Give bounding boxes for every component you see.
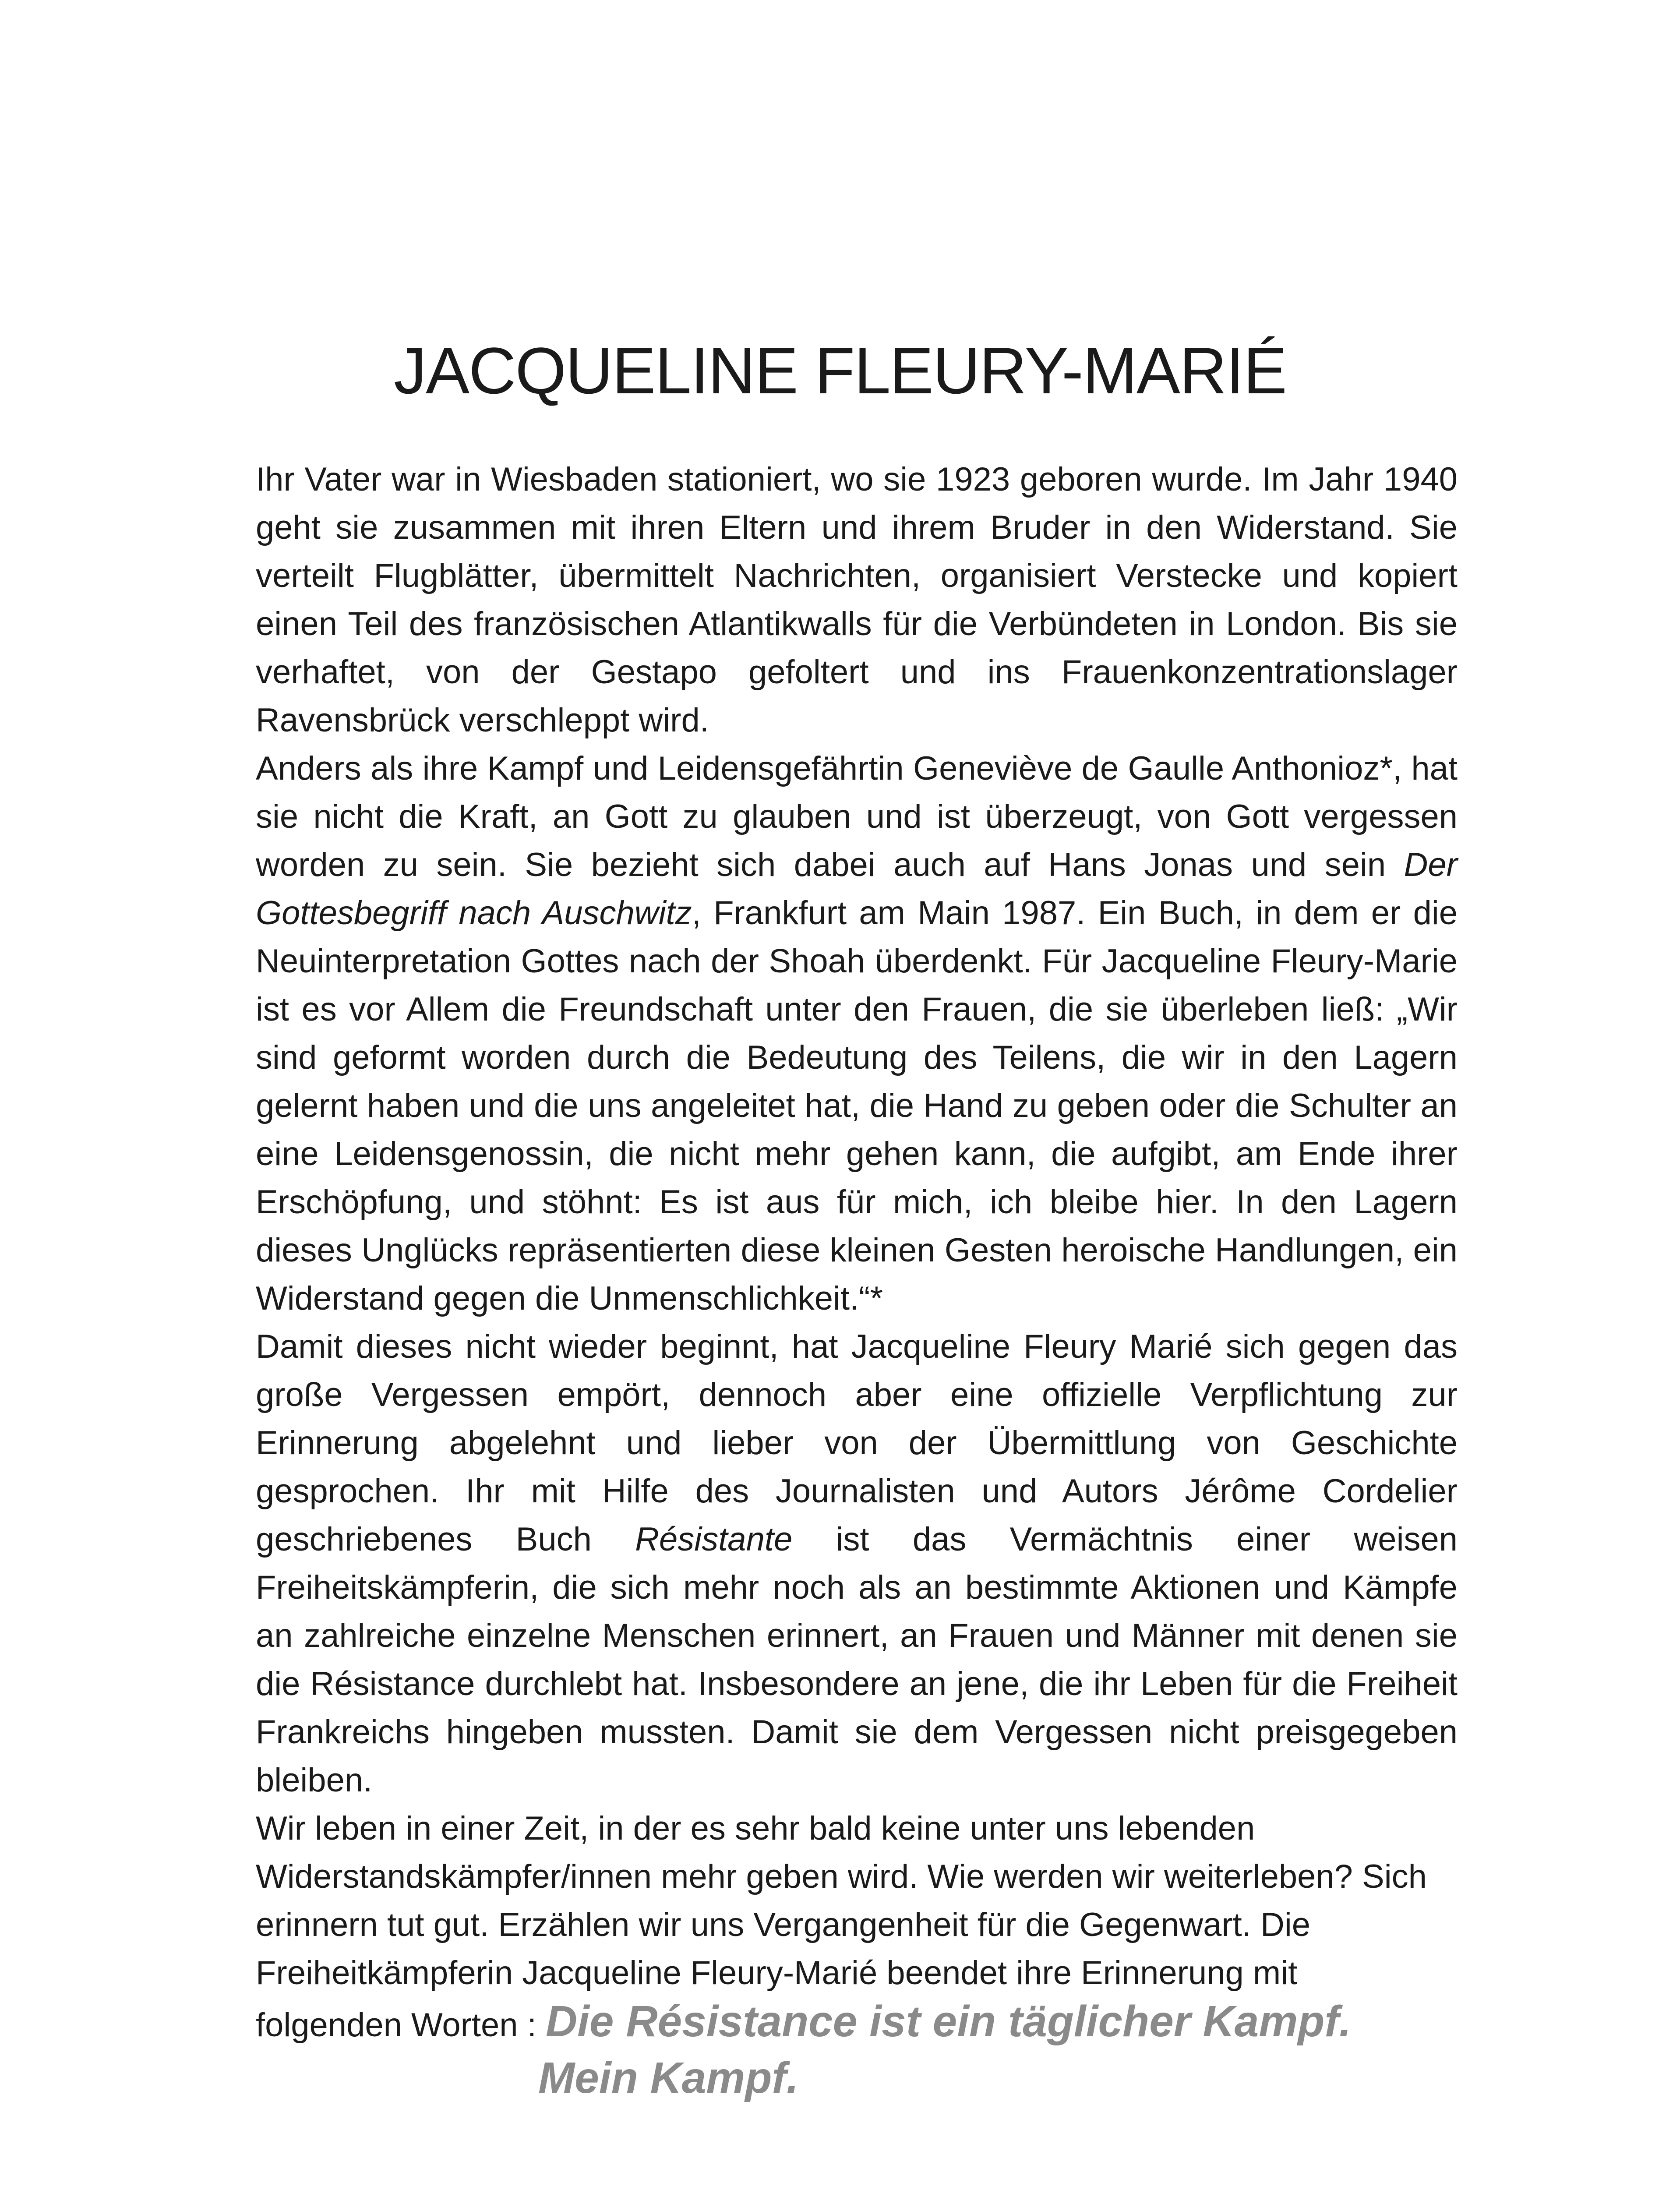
paragraph-3-text-b: ist das Vermächtnis einer weisen Freiheitskämpferin, die sich mehr noch als an bestimmte Aktionen und Kämpfe an zahlreiche einzelne Menschen erinnert, an Frauen und Männer mit denen sie die Résistance durchlebt hat. Insbesondere an jene, die ihr Leben für die Freiheit Frankreichs hingeben mussten. Damit sie dem Vergessen nicht preisgegeben bleiben. [256, 1521, 1458, 1799]
page-title: JACQUELINE FLEURY-MARIÉ [394, 334, 1286, 407]
paragraph-2-text-a: Anders als ihre Kampf und Leidensgefährtin Geneviève de Gaulle Anthonioz*, hat sie nicht die Kraft, an Gott zu glauben und ist überzeugt, von Gott vergessen worden zu sein. Sie bezieht sich dabei auch auf Hans Jonas und sein [256, 750, 1458, 883]
paragraph-1: Ihr Vater war in Wiesbaden stationiert, wo sie 1923 geboren wurde. Im Jahr 1940 geht sie zusammen mit ihren Eltern und ihrem Bruder in den Widerstand. Sie verteilt Flugblätter, übermittelt Nachrichten, organisiert Verstecke und kopiert einen Teil des französischen Atlantikwalls für die Verbündeten in London. Bis sie verhaftet, von der Gestapo gefoltert und ins Frauenkonzentrationslager Ravensbrück verschleppt wird. [256, 461, 1458, 739]
quote-line-1: Die Résistance ist ein täglicher Kampf. [545, 1997, 1352, 2046]
paragraph-3 [256, 1323, 1458, 1805]
paragraph-3-text-a: Damit dieses nicht wieder beginnt, hat Jacqueline Fleury Marié sich gegen das große Vergessen empört, dennoch aber eine offizielle Verpflichtung zur Erinnerung abgelehnt und lieber von der Übermittlung von Geschichte gesprochen. Ihr mit Hilfe des Journalisten und Autors Jérôme Cordelier geschriebenes Buch [256, 1328, 1458, 1558]
paragraph-4: Wir leben in einer Zeit, in der es sehr bald keine unter uns lebenden Widerstandskämpfer/innen mehr geben wird. Wie werden wir weiterleben? Sich erinnern tut gut. Erzählen wir uns Vergangenheit für die Gegenwart. Die Freiheitkämpferin Jacqueline Fleury-Marié beendet ihre Erinnerung mit [256, 1810, 1427, 1992]
paragraph-2-text-b: , Frankfurt am Main 1987. Ein Buch, in dem er die Neuinterpretation Gottes nach der Shoah überdenkt. Für Jacqueline Fleury-Marie ist es vor Allem die Freundschaft unter den Frauen, die sie überleben ließ: „Wir sind geformt worden durch die Bedeutung des Teilens, die wir in den Lagern gelernt haben und die uns angeleitet hat, die Hand zu geben oder die Schulter an eine Leidensgenossin, die nicht mehr gehen kann, die aufgibt, am Ende ihrer Erschöpfung, und stöhnt: Es ist aus für mich, ich bleibe hier. In den Lagern dieses Unglücks repräsentierten diese kleinen Gesten heroische Handlungen, ein Widerstand gegen die Unmenschlichkeit.“* [256, 894, 1458, 1317]
book-title-resistante: Résistante [635, 1521, 793, 1558]
closing-quote [256, 1997, 1458, 2106]
paragraph-2 [256, 745, 1458, 1323]
body-text [256, 456, 1458, 2106]
quote-line-2: Mein Kampf. [538, 2053, 799, 2102]
closing-lead-text: folgenden Worten : [256, 2006, 546, 2044]
book-title-gottesbegriff: Der Gottesbegriff nach Auschwitz [256, 846, 1458, 932]
